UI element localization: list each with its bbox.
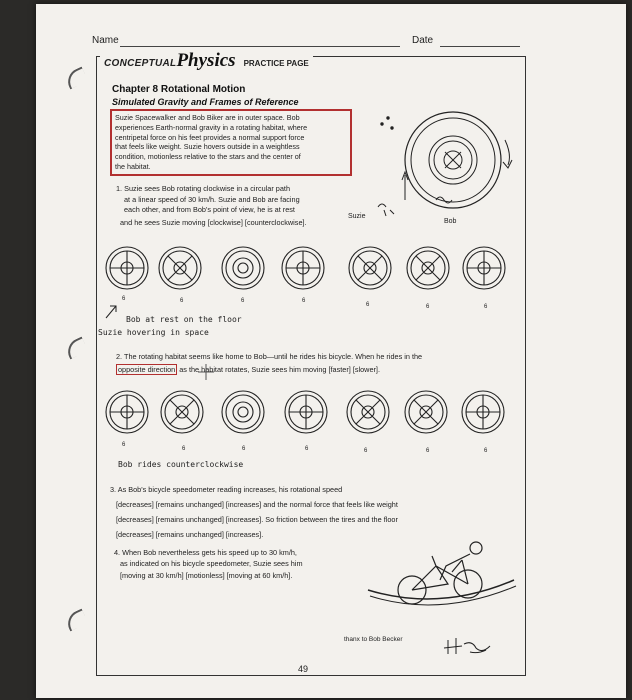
question-3	[110, 482, 398, 542]
wheel-diagram	[407, 247, 449, 289]
intro-line: the habitat.	[115, 161, 151, 171]
tick-label: 6	[241, 298, 245, 304]
suzie-label: Suzie	[348, 213, 366, 220]
tick-label: 6	[484, 448, 488, 454]
tick-label: 6	[305, 446, 309, 452]
tick-label: 6	[180, 298, 184, 304]
wheel-diagram	[462, 391, 504, 433]
question-4	[114, 548, 303, 582]
section-subtitle: Simulated Gravity and Frames of Reference	[112, 97, 299, 107]
intro-line: condition, motionless relative to the stars and the center of	[115, 152, 301, 162]
date-label: Date	[412, 35, 434, 46]
wheel-diagram	[349, 247, 391, 289]
wheel-row-1	[106, 247, 505, 289]
wheel-diagram	[222, 391, 264, 433]
wheel-diagram	[463, 247, 505, 289]
wheel-diagram	[405, 391, 447, 433]
chapter-heading: Chapter 8 Rotational Motion	[112, 84, 246, 95]
q1-line: 1. Suzie sees Bob rotating clockwise in a circular path	[116, 184, 290, 193]
wheel-diagram	[161, 391, 203, 433]
tick-label: 6	[242, 446, 246, 452]
habitat-illustration	[378, 112, 512, 216]
note-suzie-hovering: Suzie hovering in space	[98, 328, 209, 337]
title-physics: Physics	[176, 50, 236, 71]
wheel-diagram	[282, 247, 324, 289]
tick-label: 6	[302, 298, 306, 304]
intro-line: centripetal force on his feet provides a normal support force	[115, 132, 305, 142]
q3-choices-normal-force[interactable]: [decreases] [remains unchanged] [increases]. So friction between the tires and the floor	[116, 515, 398, 524]
wheel-diagram	[106, 391, 148, 433]
tick-label: 6	[122, 296, 126, 302]
intro-line: that feels like weight. Suzie hovers outside in a weightless	[115, 142, 300, 152]
tick-label: 6	[426, 304, 430, 310]
q3-choices-rotational[interactable]: [decreases] [remains unchanged] [increases] and the normal force that feels like weight	[116, 500, 398, 509]
q4-answer-choices[interactable]: [moving at 30 km/h] [motionless] [moving at 60 km/h].	[120, 571, 293, 581]
tick-label: 6	[122, 442, 126, 448]
q3-line: 3. As Bob's bicycle speedometer reading increases, his rotational speed	[110, 485, 343, 494]
title-practice-page: PRACTICE PAGE	[243, 59, 309, 68]
signature-scribble	[444, 638, 490, 654]
q2-answer-choices[interactable]: as the habitat rotates, Suzie sees him moving [faster] [slower].	[179, 364, 380, 374]
tick-label: 6	[426, 448, 430, 454]
q1-line: at a linear speed of 30 km/h. Suzie and Bob are facing	[124, 194, 300, 204]
credit-line: thanx to Bob Becker	[344, 636, 403, 643]
question-2	[116, 352, 422, 375]
wheel-diagram	[285, 391, 327, 433]
wheel-diagram	[159, 247, 201, 289]
note-bob-counterclockwise: Bob rides counterclockwise	[118, 460, 244, 469]
q2-boxed-phrase: opposite direction	[118, 364, 176, 374]
tick-label: 6	[366, 302, 370, 308]
q3-choices-friction[interactable]: [decreases] [remains unchanged] [increases].	[116, 530, 264, 539]
title-conceptual: CONCEPTUAL	[104, 58, 177, 69]
arrow-mark	[106, 306, 116, 318]
name-label: Name	[92, 35, 119, 46]
bob-label: Bob	[444, 218, 457, 225]
q4-line: as indicated on his bicycle speedometer, Suzie sees him	[120, 558, 303, 568]
tick-label: 6	[182, 446, 186, 452]
tick-label: 6	[484, 304, 488, 310]
note-bob-at-rest: Bob at rest on the floor	[126, 315, 242, 324]
intro-line: Suzie Spacewalker and Bob Biker are in outer space. Bob	[115, 113, 300, 122]
wheel-diagram	[106, 247, 148, 289]
intro-line: experiences Earth-normal gravity in a rotating habitat, where	[115, 122, 308, 132]
q1-answer-choices[interactable]: and he sees Suzie moving [clockwise] [counterclockwise].	[120, 217, 307, 227]
wheel-diagram	[347, 391, 389, 433]
q4-line: 4. When Bob nevertheless gets his speed up to 30 km/h,	[114, 548, 297, 557]
bicycle-illustration	[368, 542, 516, 605]
q2-lead: 2. The rotating habitat seems like home to Bob—until he rides his bicycle. When he rides in the	[116, 352, 423, 361]
page-number: 49	[298, 664, 309, 674]
q1-line: each other, and from Bob's point of view, he is at rest	[124, 205, 295, 215]
wheel-diagram	[222, 247, 264, 289]
tick-label: 6	[364, 448, 368, 454]
